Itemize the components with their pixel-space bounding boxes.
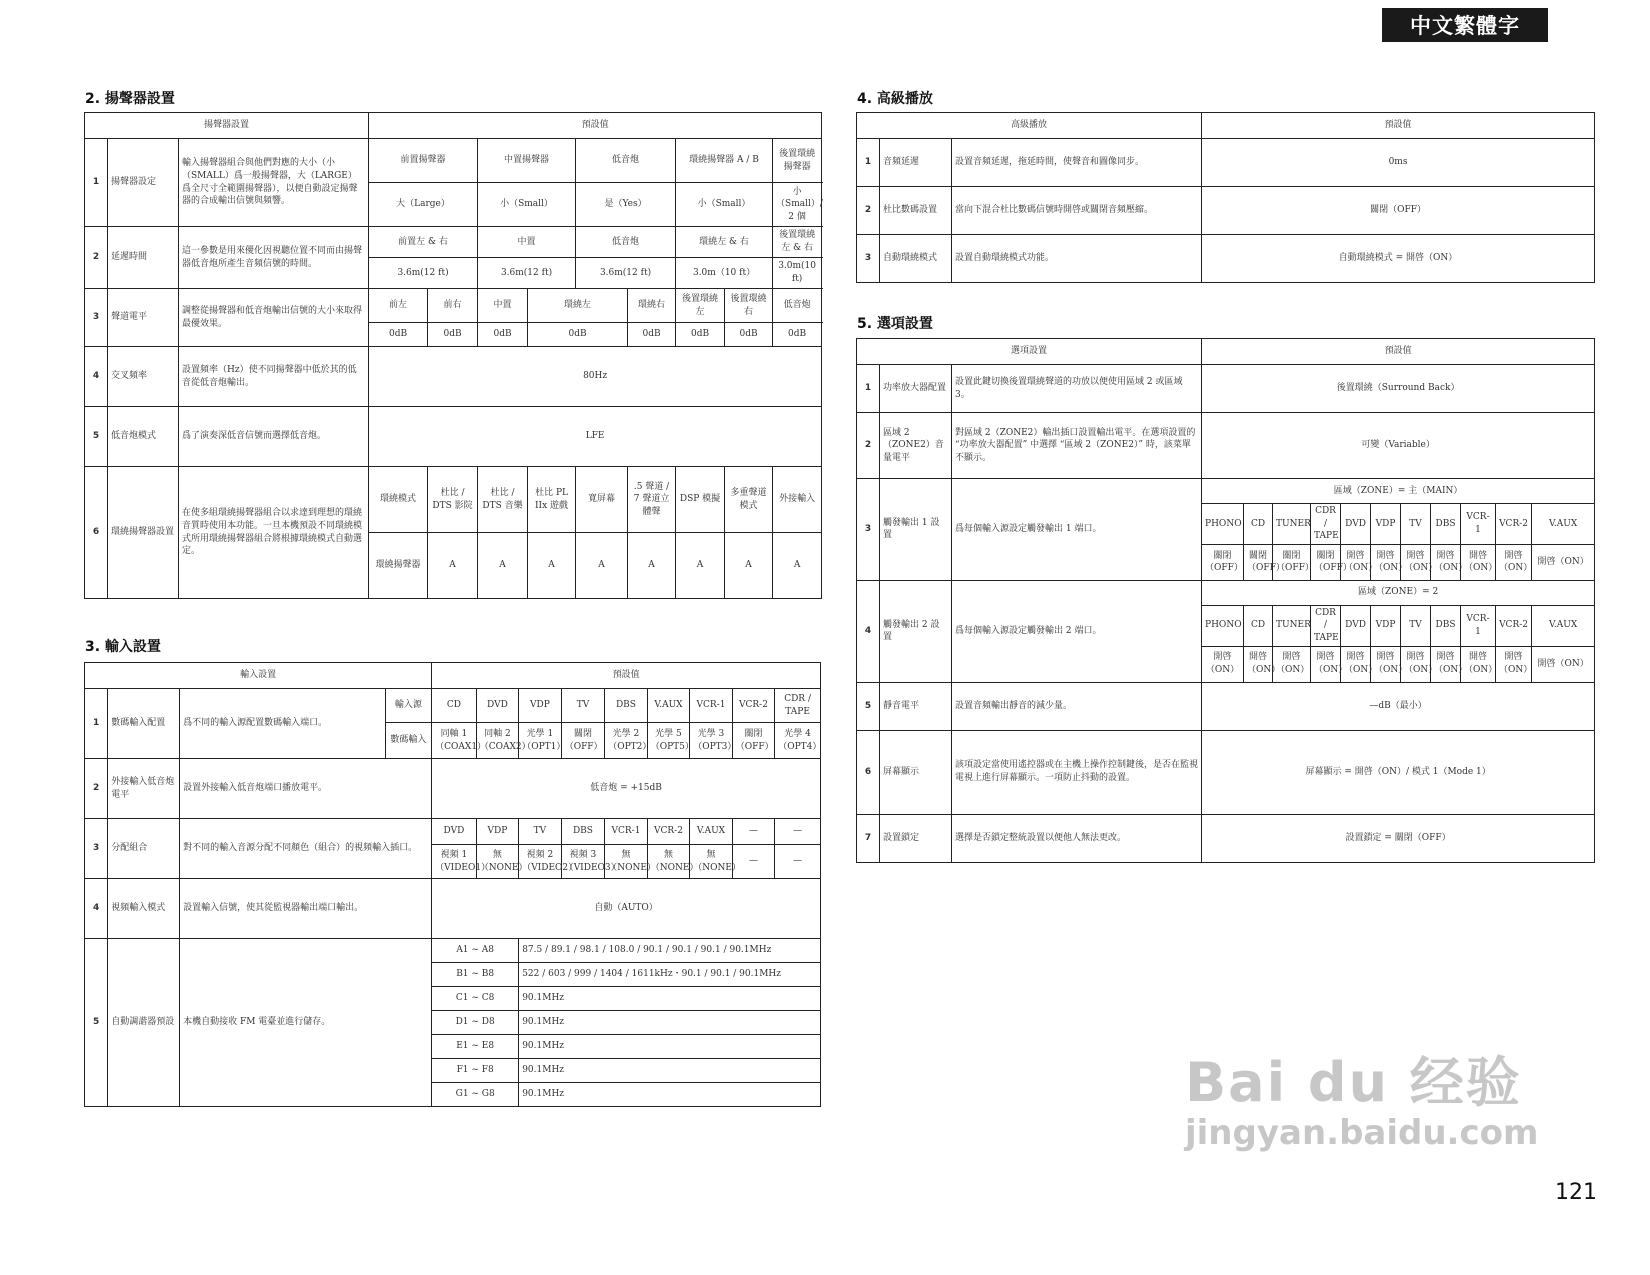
- preset-freqs: 90.1MHz: [519, 1059, 821, 1083]
- row-name: 觸發輸出 1 設置: [880, 479, 952, 581]
- col-head: CD: [432, 689, 477, 723]
- col-head: VCR-1: [690, 689, 733, 723]
- row-name: 音頻延遲: [880, 139, 952, 187]
- input-row-2: [85, 759, 821, 819]
- col-head: DBS: [1431, 605, 1461, 646]
- cell-value: 0dB: [725, 323, 773, 347]
- preset-band: A1 ~ A8: [432, 939, 519, 963]
- cell-value: 開啓（ON）: [1431, 646, 1461, 682]
- row-number: 2: [85, 227, 108, 289]
- cell-value: 無（NONE）: [647, 845, 690, 879]
- row-name: 自動調諧器預設: [108, 939, 180, 1107]
- sub-label: 輸入源: [385, 689, 432, 723]
- cell-value: 3.6m(12 ft): [478, 258, 576, 289]
- preset-freqs: 87.5 / 89.1 / 98.1 / 108.0 / 90.1 / 90.1 / 90.1 / 90.1MHz: [519, 939, 821, 963]
- cell-value: 開啓（ON）: [1202, 646, 1244, 682]
- input-section-title: 3. 輸入設置: [85, 639, 161, 655]
- row-number: 2: [857, 413, 880, 479]
- cell-value: 0dB: [528, 323, 628, 347]
- col-head: CDR / TAPE: [1311, 504, 1341, 545]
- col-head: 杜比 / DTS 音樂: [478, 467, 528, 533]
- sub-label: 環繞模式: [369, 467, 428, 533]
- option-row-3: [857, 479, 1595, 504]
- row-desc: 設置音頻輸出靜音的減少量。: [952, 682, 1202, 730]
- col-head: TV: [1401, 504, 1431, 545]
- cell-value: A: [428, 533, 478, 599]
- row-number: 6: [857, 730, 880, 814]
- row-number: 3: [85, 289, 108, 347]
- row-name: 延遲時間: [108, 227, 179, 289]
- col-head: TV: [1401, 605, 1431, 646]
- cell-value: 自動（AUTO）: [432, 879, 821, 939]
- cell-value: 開啓（ON）: [1431, 544, 1461, 580]
- row-name: 交叉頻率: [108, 347, 179, 407]
- speaker-row-5: [85, 407, 822, 467]
- speaker-row-1: [85, 139, 822, 183]
- row-number: 3: [857, 235, 880, 283]
- row-name: 環繞揚聲器設置: [108, 467, 179, 599]
- col-head: V.AUX: [647, 689, 690, 723]
- col-head: 後置環繞右: [725, 289, 773, 323]
- col-head: CDR / TAPE: [1311, 605, 1341, 646]
- col-head: VCR-1: [605, 819, 648, 845]
- col-head: VDP: [1371, 504, 1401, 545]
- option-header-row: [857, 339, 1595, 365]
- cell-value: 開啓（ON）: [1371, 544, 1401, 580]
- cell-value: 開啓（ON）: [1273, 646, 1311, 682]
- col-head: —: [775, 819, 821, 845]
- row-desc: 本機自動接收 FM 電臺並進行儲存。: [180, 939, 432, 1107]
- cell-value: 3.0m（10 ft）: [676, 258, 773, 289]
- advanced-row-3: [857, 235, 1595, 283]
- cell-value: 開啓（ON）: [1311, 646, 1341, 682]
- cell-value: A: [725, 533, 773, 599]
- row-name: 設置鎖定: [880, 814, 952, 862]
- language-tag: 中文繁體字: [1382, 8, 1548, 42]
- input-table: [84, 662, 821, 1107]
- col-head: VCR-1: [1461, 504, 1496, 545]
- cell-value: 可變（Variable）: [1202, 413, 1595, 479]
- col-head: 低音炮: [576, 227, 676, 258]
- row-number: 1: [857, 365, 880, 413]
- row-number: 1: [85, 139, 108, 227]
- col-head: 低音炮: [773, 289, 822, 323]
- row-desc: 爲不同的輸入源配置數碼輸入端口。: [180, 689, 385, 759]
- cell-value: 開啓（ON）: [1532, 646, 1595, 682]
- cell-value: 光學 5（OPT5）: [647, 723, 690, 759]
- cell-value: A: [628, 533, 676, 599]
- advanced-header-setting: 高級播放: [857, 113, 1202, 139]
- col-head: VCR-2: [732, 689, 775, 723]
- cell-value: 開啓（ON）: [1341, 544, 1371, 580]
- preset-freqs: 90.1MHz: [519, 1035, 821, 1059]
- row-desc: 對區域 2（ZONE2）輸出插口設置輸出電平。在選項設置的 “功率放大器配置” 中選擇 “區域 2（ZONE2）” 時，該菜單不顯示。: [952, 413, 1202, 479]
- cell-value: 設置鎖定 = 關閉（OFF）: [1202, 814, 1595, 862]
- row-name: 揚聲器設定: [108, 139, 179, 227]
- cell-value: 0dB: [478, 323, 528, 347]
- row-name: 靜音電平: [880, 682, 952, 730]
- col-head: 後置環繞左 & 右: [773, 227, 822, 258]
- cell-value: 關閉（OFF）: [1244, 544, 1273, 580]
- advanced-section-title: 4. 高級播放: [857, 91, 933, 107]
- cell-value: 開啓（ON）: [1461, 544, 1496, 580]
- cell-value: 屏幕顯示 = 開啓（ON）/ 模式 1（Mode 1）: [1202, 730, 1595, 814]
- cell-value: A: [773, 533, 822, 599]
- col-head: V.AUX: [1532, 605, 1595, 646]
- cell-value: 視頻 2（VIDEO2）: [519, 845, 562, 879]
- row-name: 外接輸入低音炮電平: [108, 759, 180, 819]
- option-row-6: [857, 730, 1595, 814]
- col-head: CD: [1244, 504, 1273, 545]
- col-head: 多重聲道模式: [725, 467, 773, 533]
- col-head: TV: [561, 689, 605, 723]
- col-head: TUNER: [1273, 504, 1311, 545]
- row-name: 屏幕顯示: [880, 730, 952, 814]
- preset-band: D1 ~ D8: [432, 1011, 519, 1035]
- cell-value: 無（NONE）: [476, 845, 519, 879]
- col-head: 中置: [478, 289, 528, 323]
- cell-value: 小（Small）: [676, 183, 773, 227]
- watermark-url: jingyan.baidu.com: [1185, 1113, 1539, 1153]
- page-number: 121: [1555, 1180, 1597, 1205]
- cell-value: 3.0m(10 ft): [773, 258, 822, 289]
- col-head: 低音炮: [576, 139, 676, 183]
- cell-value: 0ms: [1202, 139, 1595, 187]
- sub-label: 數碼輸入: [385, 723, 432, 759]
- col-head: TUNER: [1273, 605, 1311, 646]
- row-desc: 設置頻率（Hz）使不同揚聲器中低於其的低音從低音炮輸出。: [179, 347, 369, 407]
- cell-value: 光學 4（OPT4）: [775, 723, 821, 759]
- cell-value: 3.6m(12 ft): [576, 258, 676, 289]
- col-head: PHONO: [1202, 504, 1244, 545]
- preset-freqs: 90.1MHz: [519, 1011, 821, 1035]
- cell-value: 關閉（OFF）: [561, 723, 605, 759]
- speaker-header-default: 預設值: [369, 113, 822, 139]
- cell-value: 無（NONE）: [605, 845, 648, 879]
- cell-value: 開啓（ON）: [1532, 544, 1595, 580]
- cell-value: 開啓（ON）: [1401, 544, 1431, 580]
- col-head: 前左: [369, 289, 428, 323]
- cell-value: 關閉（OFF）: [1273, 544, 1311, 580]
- input-header-row: [85, 663, 821, 689]
- cell-value: 小（Small）: [478, 183, 576, 227]
- row-desc: 設置此鍵切換後置環繞聲道的功放以便使用區域 2 或區域 3。: [952, 365, 1202, 413]
- cell-value: 開啓（ON）: [1461, 646, 1496, 682]
- col-head: 前置左 & 右: [369, 227, 478, 258]
- option-section-title: 5. 選項設置: [857, 316, 933, 332]
- row-desc: 爲每個輸入源設定觸發輸出 1 端口。: [952, 479, 1202, 581]
- speaker-row-3: [85, 289, 822, 323]
- row-number: 7: [857, 814, 880, 862]
- cell-value: 80Hz: [369, 347, 822, 407]
- row-number: 5: [85, 939, 108, 1107]
- speaker-section-title: 2. 揚聲器設置: [85, 91, 175, 107]
- cell-value: LFE: [369, 407, 822, 467]
- row-name: 功率放大器配置: [880, 365, 952, 413]
- col-head: VDP: [1371, 605, 1401, 646]
- col-head: DVD: [476, 689, 519, 723]
- row-desc: 爲每個輸入源設定觸發輸出 2 端口。: [952, 580, 1202, 682]
- cell-value: 視頻 3（VIDEO3）: [561, 845, 605, 879]
- preset-band: E1 ~ E8: [432, 1035, 519, 1059]
- row-desc: 這一參數是用來優化因視聽位置不同而由揚聲器低音炮所產生音頻信號的時間。: [179, 227, 369, 289]
- speaker-row-2: [85, 227, 822, 258]
- col-head: V.AUX: [1532, 504, 1595, 545]
- row-desc: 設置輸入信號，使其從監視器輸出端口輸出。: [180, 879, 432, 939]
- row-desc: 該項設定當使用遙控器或在主機上操作控制鍵後，是否在監視電視上進行屏幕顯示。一項防止抖動的設置。: [952, 730, 1202, 814]
- cell-value: —: [775, 845, 821, 879]
- col-head: 前置揚聲器: [369, 139, 478, 183]
- cell-value: 視頻 1（VIDEO1）: [432, 845, 477, 879]
- preset-freqs: 90.1MHz: [519, 987, 821, 1011]
- input-header-setting: 輸入設置: [85, 663, 432, 689]
- cell-value: 是（Yes）: [576, 183, 676, 227]
- cell-value: 0dB: [676, 323, 725, 347]
- row-name: 自動環繞模式: [880, 235, 952, 283]
- cell-value: 0dB: [369, 323, 428, 347]
- row-number: 1: [857, 139, 880, 187]
- option-row-2: [857, 413, 1595, 479]
- cell-value: 自動環繞模式 = 開啓（ON）: [1202, 235, 1595, 283]
- preset-band: C1 ~ C8: [432, 987, 519, 1011]
- option-header-default: 預設值: [1202, 339, 1595, 365]
- input-row-5: [85, 939, 821, 963]
- cell-value: 光學 2（OPT2）: [605, 723, 648, 759]
- row-desc: 輸入揚聲器組合與他們對應的大小（小（SMALL）爲一般揚聲器，大（LARGE）爲全尺寸全範圍揚聲器），以便自動設定揚聲器的合成輸出信號與頻響。: [179, 139, 369, 227]
- option-row-5: [857, 682, 1595, 730]
- row-name: 區域 2（ZONE2）音量電平: [880, 413, 952, 479]
- row-name: 杜比數碼設置: [880, 187, 952, 235]
- row-number: 4: [85, 347, 108, 407]
- row-desc: 調整從揚聲器和低音炮輸出信號的大小來取得最優效果。: [179, 289, 369, 347]
- col-head: 中置: [478, 227, 576, 258]
- row-desc: 設置外接輸入低音炮端口播放電平。: [180, 759, 432, 819]
- cell-value: 開啓（ON）: [1244, 646, 1273, 682]
- col-head: CDR / TAPE: [775, 689, 821, 723]
- col-head: VCR-1: [1461, 605, 1496, 646]
- col-head: 後置環繞左: [676, 289, 725, 323]
- cell-value: 低音炮 = +15dB: [432, 759, 821, 819]
- speaker-row-4: [85, 347, 822, 407]
- row-number: 5: [85, 407, 108, 467]
- cell-value: 開啓（ON）: [1341, 646, 1371, 682]
- advanced-table: [856, 112, 1595, 283]
- input-row-4: [85, 879, 821, 939]
- row-number: 2: [85, 759, 108, 819]
- row-name: 低音炮模式: [108, 407, 179, 467]
- col-head: VCR-2: [1496, 605, 1532, 646]
- input-row-3: [85, 819, 821, 845]
- col-head: 環繞揚聲器 A / B: [676, 139, 773, 183]
- col-head: .5 聲道 / 7 聲道立體聲: [628, 467, 676, 533]
- row-desc: 設置音頻延遲，拖延時間，使聲音和圖像同步。: [952, 139, 1202, 187]
- zone-label: 區域（ZONE）= 主（MAIN）: [1202, 479, 1595, 504]
- row-number: 4: [857, 580, 880, 682]
- cell-value: 開啓（ON）: [1496, 646, 1532, 682]
- row-name: 視頻輸入模式: [108, 879, 180, 939]
- col-head: 後置環繞揚聲器: [773, 139, 822, 183]
- col-head: PHONO: [1202, 605, 1244, 646]
- col-head: DVD: [1341, 504, 1371, 545]
- cell-value: 同軸 2（COAX2）: [476, 723, 519, 759]
- col-head: VCR-2: [1496, 504, 1532, 545]
- row-desc: 爲了演奏深低音信號而選擇低音炮。: [179, 407, 369, 467]
- option-row-4: [857, 580, 1595, 605]
- cell-value: 關閉（OFF）: [1311, 544, 1341, 580]
- cell-value: 0dB: [628, 323, 676, 347]
- advanced-row-2: [857, 187, 1595, 235]
- row-number: 5: [857, 682, 880, 730]
- cell-value: 開啓（ON）: [1496, 544, 1532, 580]
- cell-value: 0dB: [773, 323, 822, 347]
- preset-band: G1 ~ G8: [432, 1083, 519, 1107]
- preset-band: F1 ~ F8: [432, 1059, 519, 1083]
- col-head: 環繞右: [628, 289, 676, 323]
- row-desc: 對不同的輸入音源分配不同顏色（組合）的視頻輸入插口。: [180, 819, 432, 879]
- col-head: 中置揚聲器: [478, 139, 576, 183]
- option-table: [856, 338, 1595, 863]
- advanced-header-row: [857, 113, 1595, 139]
- cell-value: —: [732, 845, 775, 879]
- row-number: 3: [85, 819, 108, 879]
- preset-freqs: 90.1MHz: [519, 1083, 821, 1107]
- col-head: VDP: [476, 819, 519, 845]
- cell-value: 無（NONE）: [690, 845, 733, 879]
- cell-value: 3.6m(12 ft): [369, 258, 478, 289]
- speaker-table: [84, 112, 822, 599]
- col-head: DSP 模擬: [676, 467, 725, 533]
- col-head: 杜比 / DTS 影院: [428, 467, 478, 533]
- cell-value: A: [528, 533, 576, 599]
- option-row-7: [857, 814, 1595, 862]
- row-desc: 設置自動環繞模式功能。: [952, 235, 1202, 283]
- option-header-setting: 選項設置: [857, 339, 1202, 365]
- preset-freqs: 522 / 603 / 999 / 1404 / 1611kHz・90.1 / 90.1 / 90.1MHz: [519, 963, 821, 987]
- option-row-1: [857, 365, 1595, 413]
- col-head: 環繞左 & 右: [676, 227, 773, 258]
- cell-value: 關閉（OFF）: [1202, 544, 1244, 580]
- cell-value: 小（Small）/ 2 個: [773, 183, 822, 227]
- row-name: 數碼輸入配置: [108, 689, 180, 759]
- col-head: —: [732, 819, 775, 845]
- col-head: 前右: [428, 289, 478, 323]
- cell-value: A: [478, 533, 528, 599]
- cell-value: A: [676, 533, 725, 599]
- row-number: 2: [857, 187, 880, 235]
- col-head: DBS: [561, 819, 605, 845]
- cell-value: 關閉（OFF）: [732, 723, 775, 759]
- row-name: 聲道電平: [108, 289, 179, 347]
- cell-value: 0dB: [428, 323, 478, 347]
- col-head: TV: [519, 819, 562, 845]
- cell-value: 關閉（OFF）: [1202, 187, 1595, 235]
- col-head: DVD: [1341, 605, 1371, 646]
- col-head: VDP: [519, 689, 562, 723]
- col-head: 外接輸入: [773, 467, 822, 533]
- col-head: DBS: [1431, 504, 1461, 545]
- advanced-header-default: 預設值: [1202, 113, 1595, 139]
- zone-label: 區域（ZONE）= 2: [1202, 580, 1595, 605]
- cell-value: 同軸 1（COAX1）: [432, 723, 477, 759]
- preset-band: B1 ~ B8: [432, 963, 519, 987]
- col-head: 杜比 PL IIx 遊戲: [528, 467, 576, 533]
- watermark-brand: Bai du 经验: [1185, 1051, 1522, 1114]
- cell-value: 開啓（ON）: [1401, 646, 1431, 682]
- row-number: 1: [85, 689, 108, 759]
- col-head: DVD: [432, 819, 477, 845]
- col-head: DBS: [605, 689, 648, 723]
- input-header-default: 預設值: [432, 663, 821, 689]
- col-head: 環繞左: [528, 289, 628, 323]
- speaker-header-setting: 揚聲器設置: [85, 113, 369, 139]
- cell-value: 光學 3（OPT3）: [690, 723, 733, 759]
- input-row-1: [85, 689, 821, 723]
- row-name: 分配組合: [108, 819, 180, 879]
- row-name: 觸發輸出 2 設置: [880, 580, 952, 682]
- col-head: 寬屏幕: [576, 467, 628, 533]
- cell-value: 大（Large）: [369, 183, 478, 227]
- speaker-header-row: [85, 113, 822, 139]
- row-desc: 選擇是否鎖定整統設置以便他人無法更改。: [952, 814, 1202, 862]
- row-number: 4: [85, 879, 108, 939]
- cell-value: 開啓（ON）: [1371, 646, 1401, 682]
- advanced-row-1: [857, 139, 1595, 187]
- col-head: V.AUX: [690, 819, 733, 845]
- col-head: VCR-2: [647, 819, 690, 845]
- row-number: 6: [85, 467, 108, 599]
- speaker-row-6: [85, 467, 822, 533]
- baidu-watermark: [1185, 1040, 1538, 1153]
- row-desc: 當向下混合杜比數碼信號時開啓或關閉音頻壓縮。: [952, 187, 1202, 235]
- row-desc: 在使多組環繞揚聲器組合以求達到理想的環繞音質時使用本功能。一旦本機預設不同環繞模式所用環繞揚聲器組合將根據環繞模式自動選定。: [179, 467, 369, 599]
- cell-value: 光學 1（OPT1）: [519, 723, 562, 759]
- cell-value: 後置環繞（Surround Back）: [1202, 365, 1595, 413]
- row-number: 3: [857, 479, 880, 581]
- sub-label: 環繞揚聲器: [369, 533, 428, 599]
- cell-value: —dB（最小）: [1202, 682, 1595, 730]
- cell-value: A: [576, 533, 628, 599]
- col-head: CD: [1244, 605, 1273, 646]
